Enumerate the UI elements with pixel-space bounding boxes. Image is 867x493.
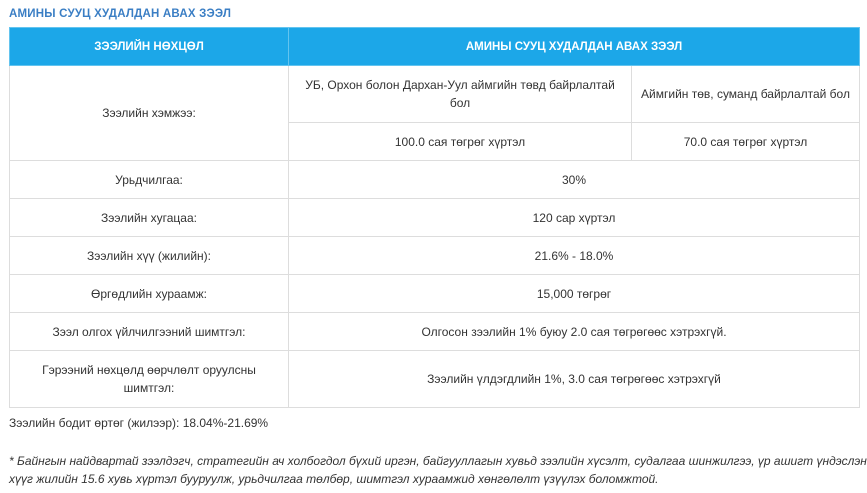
- table-row: [10, 161, 860, 199]
- row-label: Урьдчилгаа:: [10, 161, 289, 199]
- table-row: [10, 275, 860, 313]
- row-value: Олгосон зээлийн 1% буюу 2.0 сая төгрөгөөс хэтрэхгүй.: [289, 313, 860, 351]
- table-row: [10, 351, 860, 408]
- amount-2-cell: 70.0 сая төгрөг хүртэл: [632, 123, 860, 161]
- header-product: АМИНЫ СУУЦ ХУДАЛДАН АВАХ ЗЭЭЛ: [289, 28, 860, 66]
- row-label: Зээл олгох үйлчилгээний шимтгэл:: [10, 313, 289, 351]
- footnote-line: хүүг жилийн 15.6 хувь хүртэл бууруулж, урьдчилгаа төлбөр, шимтгэл хураамжид хөнгөлөлт үзүүлэх боломжтой.: [9, 472, 659, 486]
- footnote: [9, 452, 867, 488]
- effective-rate-note: Зээлийн бодит өртөг (жилээр): 18.04%-21.69%: [9, 416, 269, 430]
- table-row: [10, 199, 860, 237]
- header-loan-terms: ЗЭЭЛИЙН НӨХЦӨЛ: [10, 28, 289, 66]
- region-2-cell: Аймгийн төв, суманд байрлалтай бол: [632, 66, 860, 123]
- row-label: Зээлийн хүү (жилийн):: [10, 237, 289, 275]
- table-row: [10, 66, 860, 123]
- table-row: [10, 237, 860, 275]
- table-header-row: [10, 28, 860, 66]
- footnote-line: * Байнгын найдвартай зээлдэгч, стратегийн ач холбогдол бүхий иргэн, байгууллагын хувьд зээлийн хүсэлт, судалгаа шинжилгээ, үр ашигт үндэслэн: [9, 454, 867, 468]
- table-row: [10, 313, 860, 351]
- row-value: 21.6% - 18.0%: [289, 237, 860, 275]
- region-1-cell: УБ, Орхон болон Дархан-Уул аймгийн төвд байрлалтай бол: [289, 66, 632, 123]
- row-value: Зээлийн үлдэгдлийн 1%, 3.0 сая төгрөгөөс хэтрэхгүй: [289, 351, 860, 408]
- row-value: 120 сар хүртэл: [289, 199, 860, 237]
- row-label-amount: Зээлийн хэмжээ:: [10, 66, 289, 161]
- row-label: Гэрээний нөхцөлд өөрчлөлт оруулсны шимтгэл:: [10, 351, 289, 408]
- amount-1-cell: 100.0 сая төгрөг хүртэл: [289, 123, 632, 161]
- loan-terms-table: [9, 27, 860, 408]
- row-label: Зээлийн хугацаа:: [10, 199, 289, 237]
- row-value: 30%: [289, 161, 860, 199]
- row-value: 15,000 төгрөг: [289, 275, 860, 313]
- page-title: АМИНЫ СУУЦ ХУДАЛДАН АВАХ ЗЭЭЛ: [9, 8, 232, 20]
- row-label: Өргөдлийн хураамж:: [10, 275, 289, 313]
